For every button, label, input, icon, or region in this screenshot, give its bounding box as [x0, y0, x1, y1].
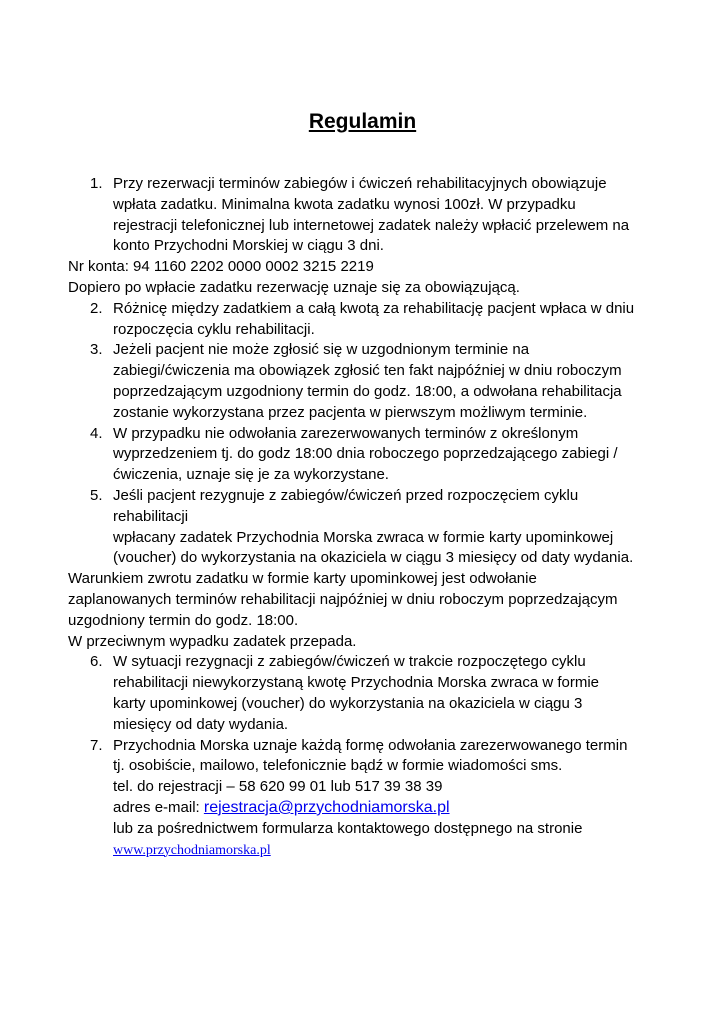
list-item-text: miesięcy od daty wydania. [113, 715, 289, 733]
list-number: 1. [90, 175, 103, 192]
list-item-text: Jeśli pacjent rezygnuje z zabiegów/ćwiczeń przed rozpoczęciem cyklu [113, 486, 579, 504]
list-item-text: W sytuacji rezygnacji z zabiegów/ćwiczeń w trakcie rozpoczętego cyklu [113, 653, 586, 671]
list-item-text: karty upominkowej (voucher) do wykorzystania na okaziciela w ciągu 3 [113, 694, 583, 712]
page-title: Regulamin [308, 110, 417, 133]
list-number: 2. [90, 299, 103, 317]
after-payment-note: Dopiero po wpłacie zadatku rezerwację uznaje się za obowiązującą. [68, 278, 520, 296]
list-item-text: wpłacany zadatek Przychodnia Morska zwraca w formie karty upominkowej [113, 528, 614, 546]
list-item-text: wyprzedzeniem tj. do godz 18:00 dnia roboczego poprzedzającego zabiegi / [113, 445, 618, 463]
list-item-text: tj. osobiście, mailowo, telefonicznie bądź w formie wiadomości sms. [113, 757, 563, 775]
list-item-3 [68, 340, 668, 423]
contact-phone: tel. do rejestracji – 58 620 99 01 lub 517 39 38 39 [113, 778, 443, 796]
contact-email-row [113, 798, 668, 819]
list-item-text: Przy rezerwacji terminów zabiegów i ćwiczeń rehabilitacyjnych obowiązuje [113, 175, 607, 192]
list-item-text: ćwiczenia, uznaje się je za wykorzystane. [113, 466, 389, 484]
refund-condition-line: uzgodniony termin do godz. 18:00. [68, 611, 299, 629]
list-number: 6. [90, 653, 103, 671]
email-link[interactable]: rejestracja@przychodniamorska.pl [203, 798, 450, 816]
list-item-text: rehabilitacji niewykorzystaną kwotę Przychodnia Morska zwraca w formie [113, 674, 600, 692]
list-number: 5. [90, 486, 103, 504]
list-item-text: Przychodnia Morska uznaje każdą formę odwołania zarezerwowanego termin [113, 736, 628, 754]
otherwise-note: W przeciwnym wypadku zadatek przepada. [68, 632, 357, 650]
list-item-5 [68, 486, 668, 569]
list-item-text: zostanie wykorzystana przez pacjenta w pierwszym możliwym terminie. [113, 403, 588, 421]
list-item-text: poprzedzającym uzgodniony termin do godz. 18:00, a odwołana rehabilitacja [113, 382, 622, 400]
list-item-1 [68, 174, 668, 257]
list-item-text: rehabilitacji [113, 507, 189, 525]
refund-condition [68, 569, 668, 631]
list-item-4 [68, 424, 668, 486]
list-item-text: wpłata zadatku. Minimalna kwota zadatku wynosi 100zł. W przypadku [113, 195, 576, 213]
list-item-text: Jeżeli pacjent nie może zgłosić się w uzgodnionym terminie na [113, 341, 530, 359]
list-item-7 [68, 736, 668, 862]
list-item-text: Różnicę między zadatkiem a całą kwotą za rehabilitację pacjent wpłaca w dniu [113, 299, 635, 317]
list-item-6 [68, 652, 668, 735]
website-row [113, 840, 668, 862]
list-item-text: konto Przychodni Morskiej w ciągu 3 dni. [113, 237, 384, 255]
list-item-2 [68, 299, 668, 341]
regulations-body [68, 174, 668, 861]
list-item-text: zabiegi/ćwiczenia ma obowiązek zgłosić ten fakt najpóźniej w dniu roboczym [113, 362, 622, 380]
list-item-text: (voucher) do wykorzystania na okaziciela w ciągu 3 miesięcy od daty wydania. [113, 549, 634, 567]
refund-condition-line: Warunkiem zwrotu zadatku w formie karty upominkowej jest odwołanie [68, 570, 537, 588]
list-number: 7. [90, 736, 103, 754]
list-number: 3. [90, 341, 103, 359]
website-link[interactable]: www.przychodniamorska.pl [113, 842, 271, 858]
refund-condition-line: zaplanowanych terminów rehabilitacji najpóźniej w dniu roboczym poprzedzającym [68, 590, 618, 608]
list-item-text: rozpoczęcia cyklu rehabilitacji. [113, 320, 315, 338]
list-item-text: rejestracji telefonicznej lub internetowej zadatek należy wpłacić przelewem na [113, 216, 630, 234]
list-item-text: W przypadku nie odwołania zarezerwowanych terminów z określonym [113, 424, 579, 442]
contact-form-text: lub za pośrednictwem formularza kontaktowego dostępnego na stronie [113, 819, 583, 837]
account-number: Nr konta: 94 1160 2202 0000 0002 3215 2219 [68, 258, 374, 276]
email-prefix: adres e-mail: [113, 798, 204, 816]
list-number: 4. [90, 424, 103, 442]
